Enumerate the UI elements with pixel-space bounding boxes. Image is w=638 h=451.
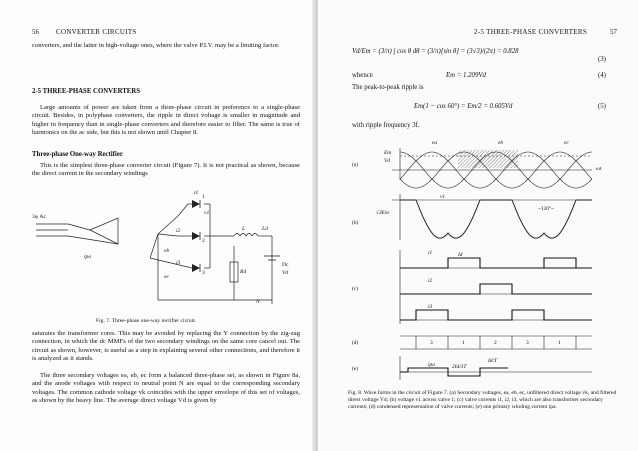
ripple-intro: The peak-to-peak ripple is xyxy=(352,84,424,91)
equation-4-number: (4) xyxy=(598,72,606,79)
row-label-d: (d) xyxy=(352,340,359,346)
bottom-paragraph-2: The three secondary voltages ea, eb, ec form a balanced three-phase set, as shown in Figure 8a, and the anode voltages with respect to neutral point N are equal to the corresponding secondary voltages. The common cathode voltage vk coincides with the upper envelope of this set of voltages, as shown by the heavy line. The average direct voltage Vd is given by xyxy=(32,372,300,405)
label-ea: ea xyxy=(432,140,438,146)
right-page xyxy=(318,0,638,451)
right-running-head: 2-5 THREE-PHASE CONVERTERS xyxy=(474,28,588,36)
section-paragraph: Large amounts of power are taken from a three-phase circuit in preference to a single-phase circuit. Besides, in polyphase converters, the ripple in direct voltage is smaller in magnitude and higher in frequency than in single-phase converters and therefore easier to filter. The same is true of harmonics on the ac side, but this is not shown until Chapter 8. xyxy=(32,104,300,137)
equation-5-number: (5) xyxy=(598,103,606,110)
ripple-frequency: with ripple frequency 3f. xyxy=(352,122,420,129)
label-i2: i2 xyxy=(428,278,433,284)
label-i2: i2 xyxy=(176,228,181,234)
label-dc: Dc xyxy=(282,262,289,268)
label-Vd: Vd xyxy=(282,270,289,276)
label-valve-3: 3 xyxy=(202,270,205,276)
bottom-paragraph-1: saturates the transformer cores. This may be avoided by replacing the Y connection by the zig-zag connection, in which the dc MMFs of the two secondary windings on the same core cancel out. The circuit as shown, however, is useful as a step in explaining several other connections, and therefore it is analyzed as it stands. xyxy=(32,330,300,363)
equation-3-number: (3) xyxy=(598,56,606,63)
subheading: Three-phase One-way Rectifier xyxy=(32,151,123,158)
label-v1: v1 xyxy=(204,210,210,216)
label-sqrt3-Em: √3Em xyxy=(376,210,389,216)
label-L: L xyxy=(242,226,246,232)
label-valve-2: 2 xyxy=(202,238,205,244)
equation-3: Vd/Em = (3/π) ∫ cos θ dθ = (3/π)[sin θ] = (3√3)/(2π) = 0.828 xyxy=(352,48,519,55)
right-page-number: 57 xyxy=(610,28,617,36)
label-N: N xyxy=(256,299,260,305)
label-Em: Em xyxy=(384,150,392,156)
label-v1: v1 xyxy=(440,194,446,200)
row-label-e: (e) xyxy=(352,366,358,372)
label-i3: i3 xyxy=(428,304,433,310)
sub-paragraph: This is the simplest three-phase converter circuit (Figure 7). It is not practical as shown, because the direct current in the secondary windings xyxy=(32,162,300,178)
equation-4: Em = 1.209Vd xyxy=(446,72,486,79)
label-2Id-over-3T: 2Id/3T xyxy=(452,364,467,370)
label-eb: eb xyxy=(498,140,504,146)
sequence-5: 1 xyxy=(558,340,561,346)
label-Rd: Rd xyxy=(240,269,247,275)
label-ec: ec xyxy=(164,274,169,280)
label-i1: i1 xyxy=(194,190,199,196)
intro-paragraph: converters, and the latter in high-voltage ones, where the valve P.I.V. may be a limiting factor. xyxy=(32,42,280,49)
label-valve-1: 1 xyxy=(202,194,205,200)
figure-8-caption: Fig. 8. Wave forms in the circuit of Figure 7. (a) Secondary voltages, ea, eb, ec, unfiltered direct voltage vk, and filtered direct voltage Vd; (b) voltage v1 across valve 1; (c) valve currents i1, i2, i3, which are also transformer secondary currents; (d) condensed representation of valve currents; (e) one primary winding current ipa. xyxy=(348,390,617,410)
left-running-head: CONVERTER CIRCUITS xyxy=(56,28,137,36)
whence-text: whence xyxy=(352,72,373,79)
left-page-number: 56 xyxy=(32,28,39,36)
label-ec: ec xyxy=(564,140,569,146)
sequence-3: 2 xyxy=(494,340,497,346)
label-Ld: Ld xyxy=(262,226,268,232)
label-ipa: ipa xyxy=(428,362,435,368)
label-i1: i1 xyxy=(428,250,433,256)
label-Id-over-T: Id/T xyxy=(488,358,497,364)
figure-7-labels xyxy=(28,190,308,312)
label-3phase-ac: 3φ Ac xyxy=(32,214,46,220)
section-heading: 2-5 THREE-PHASE CONVERTERS xyxy=(32,88,141,95)
label-i3: i3 xyxy=(176,260,181,266)
label-omega-t-a: ωt xyxy=(596,166,602,172)
sequence-4: 3 xyxy=(526,340,529,346)
label-Id: Id xyxy=(458,252,463,258)
label-120-degree: ~120°~ xyxy=(538,206,555,212)
left-page xyxy=(0,0,318,451)
label-Vd: Vd xyxy=(384,158,390,164)
row-label-a: (a) xyxy=(352,162,358,168)
equation-5: Em(1 − cos 60°) = Em/2 = 0.605Vd xyxy=(414,103,513,110)
sequence-1: 3 xyxy=(430,340,433,346)
figure-7-caption: Fig. 7. Three-phase one-way rectifier circuit. xyxy=(96,318,197,324)
figure-8-labels xyxy=(348,136,618,386)
sequence-2: 1 xyxy=(462,340,465,346)
row-label-b: (b) xyxy=(352,220,359,226)
label-ipo: ipo xyxy=(84,254,92,260)
row-label-c: (c) xyxy=(352,286,358,292)
label-eb: eb xyxy=(164,248,170,254)
